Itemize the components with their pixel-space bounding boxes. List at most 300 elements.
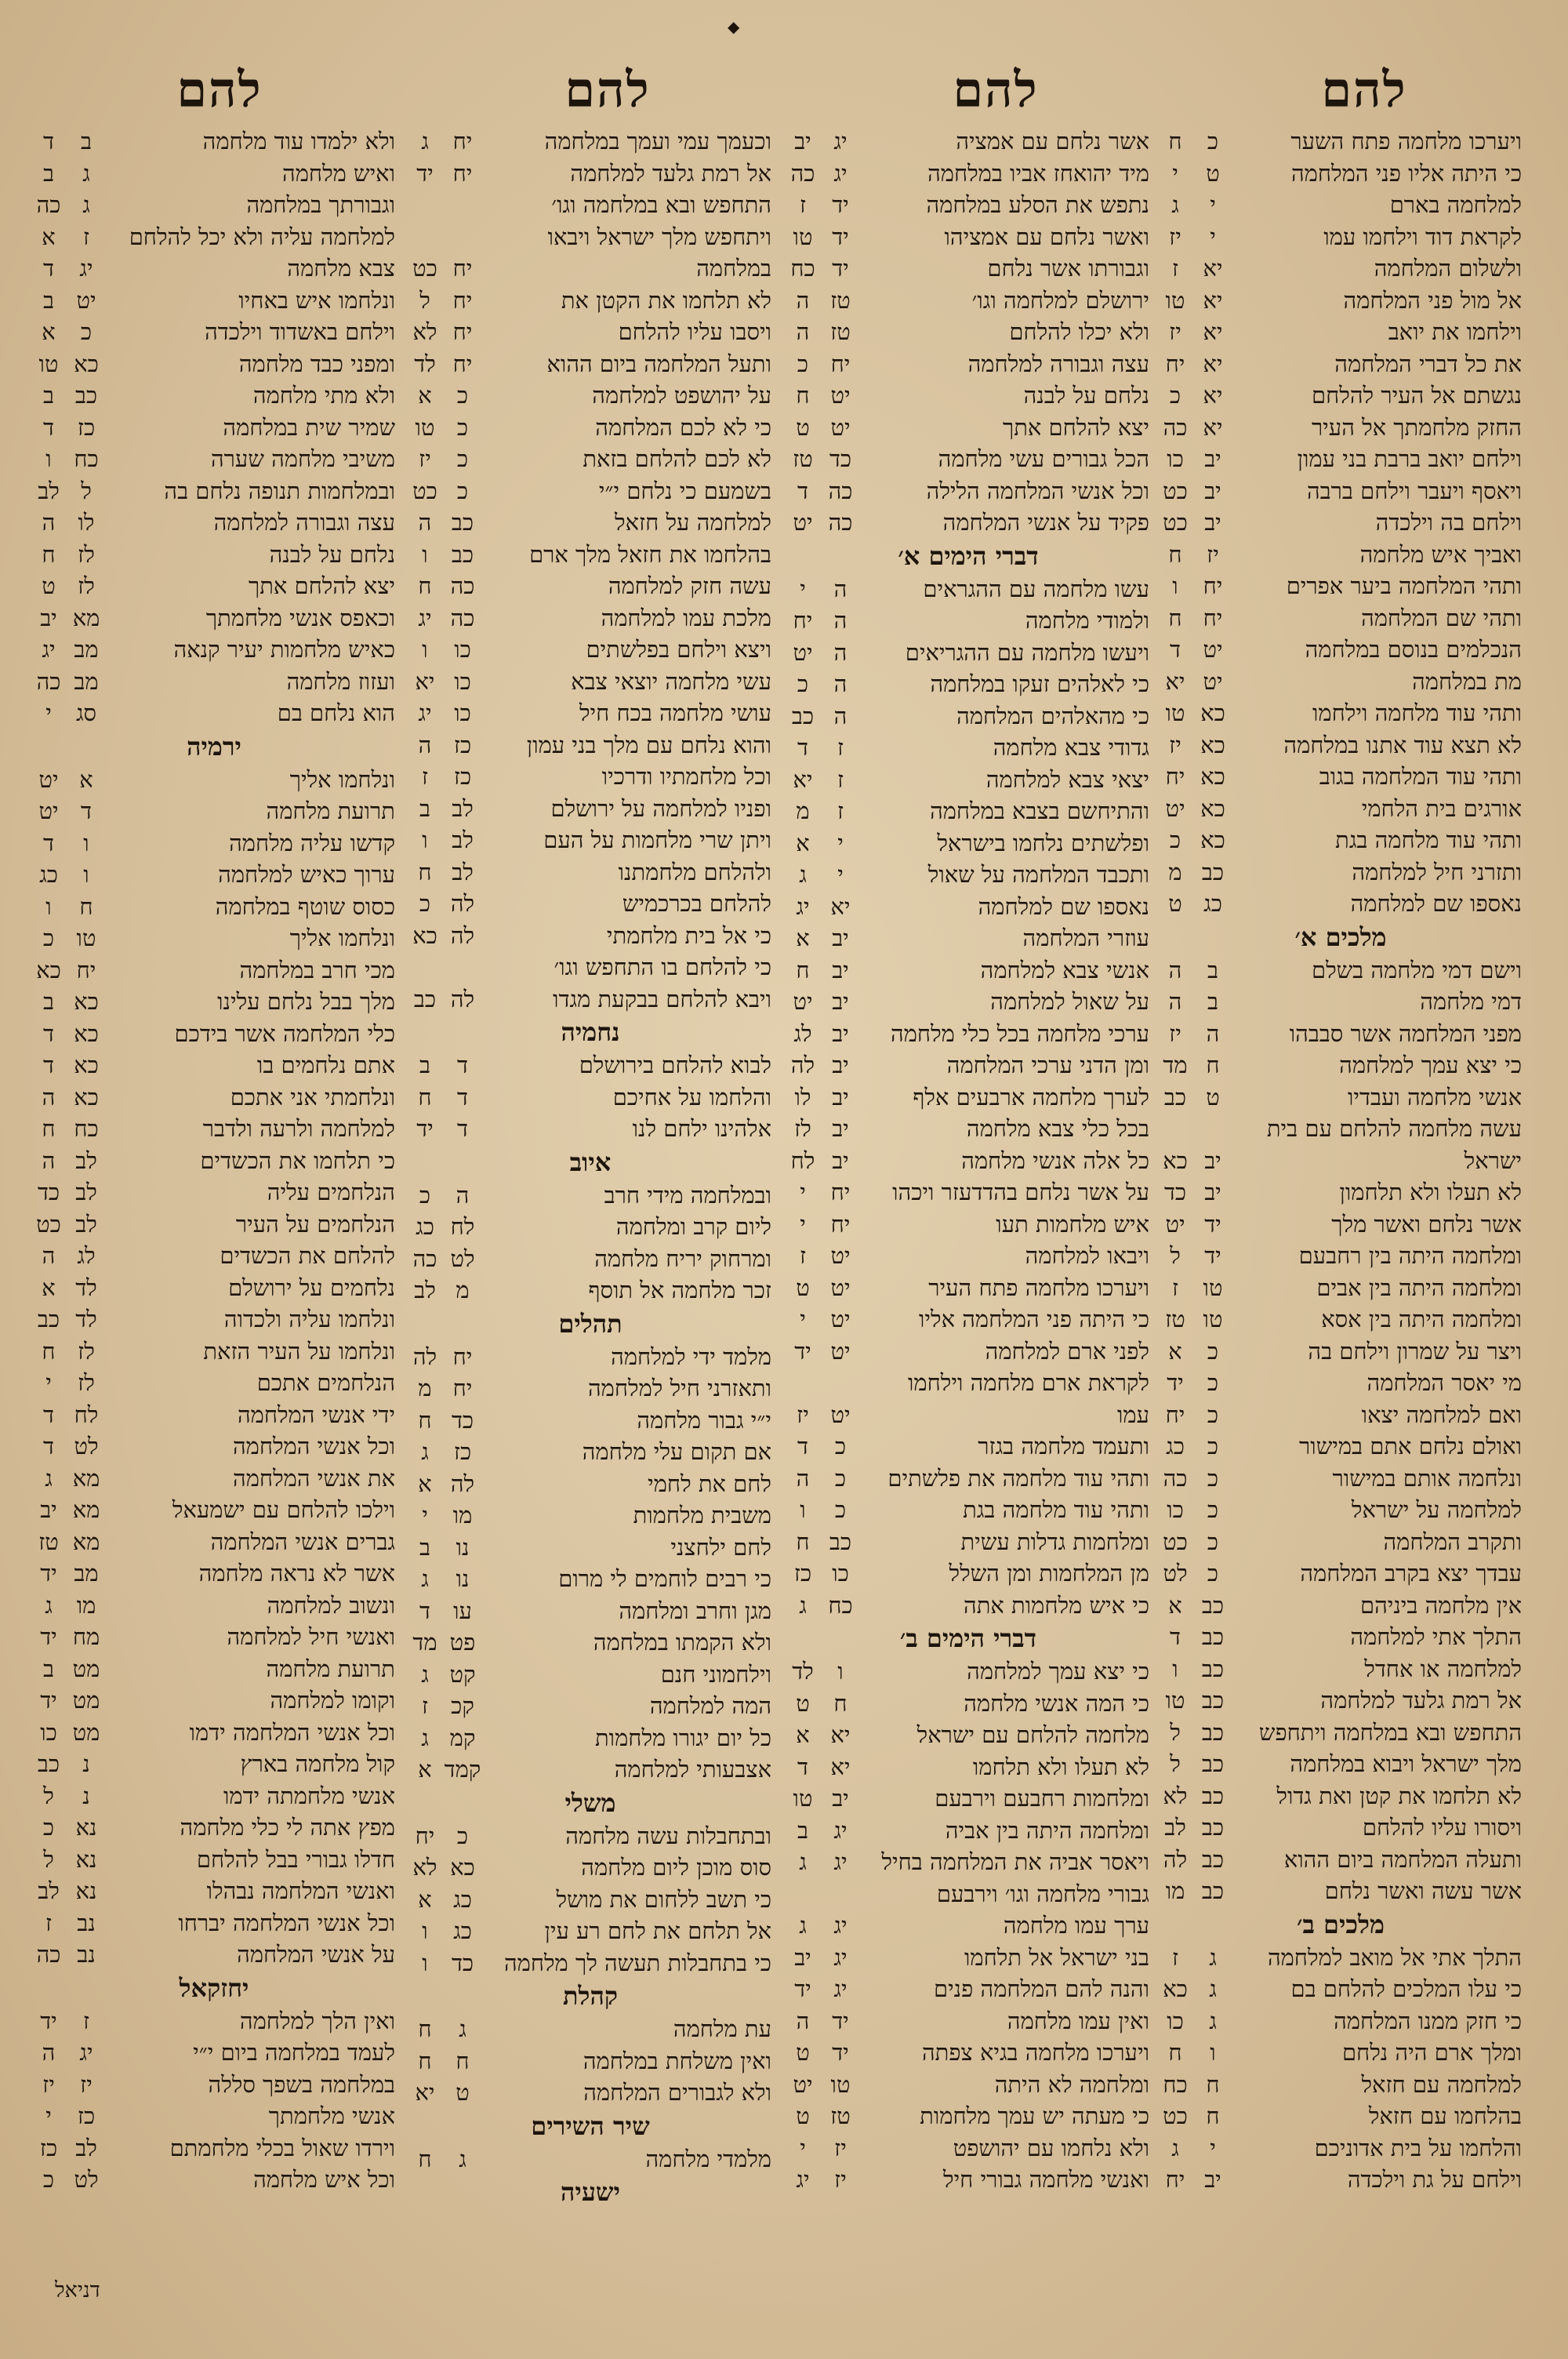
concordance-entry [784, 1272, 1152, 1304]
chapter-number: ד [81, 798, 92, 824]
concordance-entry [30, 1780, 398, 1812]
concordance-entry [1156, 1272, 1525, 1304]
concordance-entry [1156, 1240, 1525, 1272]
entry-text: אשר לא נראה מלחמה [198, 1560, 395, 1587]
chapter-number: כא [1200, 731, 1225, 758]
book-heading: מלכים ב׳ [1297, 1909, 1385, 1939]
chapter-number: ה [833, 702, 848, 729]
verse-number: יח [415, 1822, 435, 1849]
concordance-entry [406, 1627, 775, 1659]
entry-text: ואשר נלחם עם אמציהו [944, 223, 1149, 250]
verse-number: כח [790, 255, 815, 282]
entry-text: והנה להם המלחמה פנים [933, 1976, 1149, 2002]
verse-number: יז [1169, 318, 1181, 345]
entry-text: וילחם יואב ברבת בני עמון [1297, 445, 1522, 472]
entry-text: וכל אנשי המלחמה הלילה [926, 477, 1149, 504]
chapter-number: יב [832, 1052, 849, 1078]
chapter-number: י [1210, 191, 1216, 218]
verse-number: ה [1168, 988, 1182, 1015]
entry-text: כי יצא עמך למלחמה [967, 1658, 1149, 1685]
entry-text: הנלחמים אתכם [256, 1369, 395, 1396]
entry-text: וילחם באשדוד וילכדה [205, 318, 395, 345]
entry-text: כי היתה אליו פני המלחמה [1291, 159, 1522, 187]
concordance-entry [784, 1558, 1152, 1590]
verse-number: יז [1169, 223, 1181, 250]
verse-number: ב [43, 988, 54, 1015]
entry-text: כי מהאלהים המלחמה [956, 702, 1149, 729]
concordance-entry [784, 668, 1152, 700]
chapter-number: כז [77, 2103, 96, 2129]
entry-text: להלחם את הכשדים [220, 1242, 395, 1269]
verse-number: כו [1167, 445, 1184, 472]
concordance-entry [1156, 1018, 1525, 1050]
concordance-entry [784, 1526, 1152, 1558]
entry-text: הנלחמים על העיר [235, 1210, 395, 1238]
entry-text: ומן הדני ערכי המלחמה [946, 1052, 1149, 1078]
chapter-number: כח [74, 445, 99, 472]
chapter-number: לג [77, 1242, 96, 1269]
entry-text: ונלחמו אליך [289, 925, 395, 951]
chapter-number: פט [449, 1629, 476, 1656]
concordance-entry [784, 922, 1152, 954]
chapter-number: לד [75, 1306, 97, 1332]
concordance-entry [784, 1399, 1152, 1431]
chapter-number: יב [1204, 1179, 1221, 1205]
verse-number: כב [791, 702, 815, 729]
entry-text: מלמדי מלחמה [645, 2145, 771, 2172]
concordance-entry [30, 1176, 398, 1209]
entry-text: וכעמך עמי ועמך במלחמה [544, 128, 771, 154]
concordance-entry [784, 1018, 1152, 1050]
verse-number: ג [421, 1660, 429, 1688]
verse-number: ט [796, 2103, 810, 2129]
chapter-number: מ [456, 1277, 470, 1303]
concordance-entry [784, 285, 1152, 317]
chapter-number: יח [452, 159, 473, 187]
entry-text: למלחמה על ישראל [1351, 1496, 1522, 1523]
chapter-number: טו [1203, 1274, 1223, 1301]
entry-text: לחם את לחמי [648, 1470, 771, 1497]
entry-text: מלחמה להלחם עם ישראל [916, 1721, 1149, 1748]
verse-number: ז [1171, 1274, 1179, 1301]
chapter-number: יא [1203, 286, 1223, 314]
concordance-entry [406, 1852, 775, 1884]
entry-text: התחפש ובא במלחמה וגו׳ [551, 191, 771, 218]
concordance-entry [784, 2100, 1152, 2132]
concordance-entry [30, 1621, 398, 1653]
column-mid-right [784, 125, 1152, 2314]
concordance-entry [406, 443, 775, 475]
chapter-number: טז [830, 318, 851, 345]
entry-text: עבדך יצא בקרב המלחמה [1300, 1560, 1522, 1587]
entry-text: ומלחמה לא היתה [994, 2070, 1149, 2098]
verse-number: טו [793, 223, 813, 250]
verse-number: ד [43, 1401, 54, 1428]
verse-number: כד [37, 1179, 60, 1205]
verse-number: לד [414, 350, 436, 377]
verse-number: כא [36, 956, 61, 983]
concordance-entry [406, 1722, 775, 1754]
book-heading: קהלת [562, 1981, 618, 2011]
verse-number: ח [1168, 540, 1182, 568]
chapter-number: כ [1207, 1433, 1219, 1459]
verse-number: יד [416, 159, 434, 187]
verse-number: ו [422, 636, 428, 663]
chapter-number: ד [457, 1083, 468, 1110]
entry-text: ותהי שם המלחמה [1361, 604, 1522, 631]
entry-text: עצה וגבורה למלחמה [213, 509, 395, 536]
entry-text: אשר נלחם ואשר מלך [1331, 1210, 1522, 1238]
concordance-entry [30, 1685, 398, 1717]
entry-text: ויבא להלחם בבקעת מגדו [553, 985, 771, 1012]
verse-number: ב [797, 1816, 808, 1844]
concordance-entry [406, 1243, 775, 1275]
entry-text: ויעשו מלחמה עם ההגריאים [905, 638, 1149, 666]
concordance-entry [406, 570, 775, 602]
concordance-entry [406, 285, 775, 317]
verse-number: ח [418, 2145, 432, 2172]
chapter-number: ג [1209, 1976, 1217, 2002]
chapter-number: כב [1201, 1623, 1225, 1650]
chapter-number: כ [834, 1433, 847, 1459]
chapter-number: יא [1203, 350, 1223, 377]
concordance-entry [406, 253, 775, 285]
concordance-entry [30, 634, 398, 666]
entry-text: ולא מתי מלחמה [252, 382, 395, 409]
chapter-number: יב [1204, 445, 1221, 472]
concordance-entry [30, 125, 398, 158]
concordance-entry [1156, 539, 1525, 571]
concordance-entry [406, 1468, 775, 1500]
entry-text: אלהינו ילחם לנו [632, 1115, 771, 1142]
concordance-entry [406, 1180, 775, 1212]
verse-number: ה [42, 1242, 56, 1269]
entry-text: כי רבים לוחמים לי מרום [558, 1565, 771, 1592]
chapter-number: כא [74, 1052, 99, 1078]
entry-text: וילחם על גת וילכדה [1347, 2166, 1522, 2193]
concordance-entry [406, 316, 775, 348]
entry-text: יצא להלחם אתך [1002, 413, 1149, 441]
verse-number: ז [45, 1909, 53, 1936]
verse-number: ו [800, 1496, 806, 1523]
chapter-number: כג [453, 1917, 472, 1944]
concordance-entry [406, 2077, 775, 2109]
concordance-entry [1156, 1653, 1525, 1685]
entry-text: ומלחמה היתה בין אבים [1316, 1274, 1522, 1301]
entry-text: כי בתחבלות תעשה לך מלחמה [503, 1949, 771, 1976]
entry-text: פקיד על אנשי המלחמה [942, 509, 1149, 536]
entry-text: לפני ארם למלחמה [985, 1337, 1149, 1365]
concordance-entry [30, 1590, 398, 1622]
chapter-number: כה [450, 604, 475, 631]
concordance-entry [1156, 1367, 1525, 1399]
concordance-entry [1156, 316, 1525, 348]
verse-number: כה [36, 191, 61, 218]
verse-number: טז [793, 445, 813, 472]
concordance-entry [30, 1939, 398, 1971]
chapter-number: כד [829, 445, 852, 472]
chapter-number: יב [1204, 477, 1221, 504]
concordance-entry [1156, 253, 1525, 285]
entry-text: אצבעותי למלחמה [614, 1756, 771, 1783]
concordance-entry [784, 1590, 1152, 1622]
verse-number: כד [1163, 1179, 1187, 1205]
concordance-entry [1156, 2069, 1525, 2101]
verse-number: ד [797, 1753, 808, 1780]
chapter-number: י [1210, 2134, 1216, 2161]
chapter-number: יב [1204, 509, 1221, 536]
concordance-entry [30, 1240, 398, 1272]
verse-number: ז [421, 1692, 429, 1719]
entry-text: ויתחפש מלך ישראל ויבאו [547, 223, 771, 250]
entry-text: ואין הלך למלחמה [239, 2007, 395, 2034]
concordance-entry [784, 764, 1152, 796]
concordance-entry [1156, 2132, 1525, 2165]
concordance-entry [30, 443, 398, 475]
concordance-entry [30, 1272, 398, 1304]
concordance-entry [784, 827, 1152, 860]
verse-number: ג [421, 128, 429, 154]
entry-text: עוזרי המלחמה [1022, 925, 1149, 951]
chapter-number: יד [832, 223, 849, 250]
verse-number: כ [797, 671, 809, 697]
verse-number: ב [43, 286, 54, 314]
entry-text: כי תלחמו את הכשדים [200, 1147, 395, 1174]
verse-number: טו [38, 350, 59, 377]
entry-text: והתיחשם בצבא במלחמה [930, 798, 1149, 824]
concordance-entry [30, 891, 398, 923]
verse-number: כט [36, 1210, 61, 1238]
chapter-number: יד [832, 255, 849, 282]
entry-text: וכל מלחמתיו ודרכיו [601, 763, 771, 790]
entry-text: גבורי מלחמה וגו׳ וירבעם [936, 1880, 1149, 1907]
verse-number: טז [38, 1528, 59, 1555]
verse-number: ד [43, 128, 54, 154]
entry-text: דמי מלחמה [1420, 988, 1522, 1015]
verse-number: לב [38, 477, 60, 504]
chapter-number: יד [832, 2039, 849, 2066]
concordance-entry [30, 1653, 398, 1685]
verse-number: יד [794, 1976, 811, 2002]
entry-text: להלחם בכרכמיש [622, 890, 771, 917]
entry-text: ואולם נלחם אתם במישור [1299, 1433, 1522, 1459]
entry-text: בהלחמו עם חזאל [1368, 2103, 1522, 2129]
entry-text: שמיר שית במלחמה [223, 413, 395, 441]
entry-text: אל רמת גלעד למלחמה [1320, 1687, 1522, 1714]
concordance-entry [1156, 1942, 1525, 1974]
entry-text: צבא מלחמה [287, 255, 395, 282]
verse-number: לג [793, 1020, 812, 1047]
verse-number: יא [1165, 667, 1185, 695]
concordance-entry [30, 1558, 398, 1590]
concordance-entry [1156, 1336, 1525, 1368]
page-mark: ◆ [728, 17, 740, 36]
verse-number: י [800, 2134, 806, 2161]
entry-text: ומפני כבד מלחמה [238, 350, 395, 377]
entry-text: התלך אתי אל מואב למלחמה [1267, 1943, 1522, 1971]
book-heading: נחמיה [561, 1017, 620, 1047]
chapter-number: יא [830, 892, 851, 920]
chapter-number: כב [1201, 1718, 1225, 1746]
chapter-number: ה [1206, 1020, 1220, 1047]
verse-number: כט [1163, 477, 1188, 504]
chapter-number: כב [1201, 1687, 1225, 1714]
chapter-number: כג [453, 1885, 472, 1913]
chapter-number: יג [833, 1816, 848, 1844]
chapter-number: כב [451, 540, 474, 568]
concordance-entry [30, 475, 398, 507]
verse-number: כב [413, 985, 437, 1012]
chapter-number: י [837, 861, 844, 888]
entry-text: מלך בבל נלחם עלינו [217, 988, 395, 1015]
concordance-entry [30, 859, 398, 891]
entry-text: ומלחמה היתה בין רחבעם [1298, 1242, 1522, 1269]
chapter-number: לה [450, 1470, 475, 1497]
verse-number: ל [419, 286, 430, 314]
concordance-entry [1156, 1812, 1525, 1844]
chapter-number: כ [456, 445, 469, 472]
chapter-number: יא [1203, 382, 1223, 409]
verse-number: א [796, 1721, 810, 1748]
verse-number: לז [794, 1115, 811, 1142]
verse-number: טו [1165, 286, 1185, 314]
verse-number: כט [412, 255, 437, 282]
entry-text: ויערכו מלחמה פתח השער [1290, 128, 1522, 154]
verse-number: ט [796, 413, 810, 441]
entry-text: הנכלמים בנוסם במלחמה [1305, 636, 1522, 663]
chapter-number: קמ [449, 1724, 476, 1751]
concordance-entry [784, 1209, 1152, 1241]
concordance-entry [784, 158, 1152, 190]
concordance-entry [406, 158, 775, 190]
chapter-number: כז [453, 1438, 472, 1465]
chapter-number: יח [76, 956, 96, 983]
entry-text: יצא להלחם אתך [248, 572, 395, 599]
verse-number: לח [790, 1147, 815, 1174]
verse-number: יט [1165, 794, 1185, 822]
chapter-number: לט [74, 2166, 99, 2193]
chapter-number: כב [451, 509, 474, 536]
concordance-entry [1156, 221, 1525, 253]
entry-text: ותקרב המלחמה [1383, 1528, 1522, 1555]
entry-text: ותהי עוד מלחמה בגת [1335, 827, 1522, 853]
chapter-number: מב [74, 667, 99, 695]
concordance-entry [406, 888, 775, 920]
entry-text: נאספו שם למלחמה [1350, 890, 1522, 917]
entry-text: ונלחמו על העיר הזאת [203, 1337, 395, 1365]
entry-text: ואביך איש מלחמה [1359, 540, 1522, 568]
verse-number: ח [796, 382, 810, 409]
concordance-entry [30, 1463, 398, 1495]
concordance-entry [30, 1717, 398, 1749]
verse-number: יט [793, 638, 813, 666]
chapter-number: מח [72, 1623, 100, 1650]
entry-text: וכל אנשי המלחמה יברחו [178, 1909, 395, 1936]
concordance-entry [30, 507, 398, 539]
verse-number: טו [793, 1785, 813, 1812]
verse-number: ג [421, 1438, 429, 1465]
concordance-entry [30, 1145, 398, 1177]
entry-text: על אשר נלחם בהדדעזר ויכהו [892, 1179, 1149, 1205]
chapter-number: כ [1207, 1401, 1219, 1428]
verse-number: ה [42, 1083, 56, 1110]
verse-number: ו [422, 540, 428, 568]
entry-text: כי להלחם בו התחפש וגו׳ [554, 954, 771, 980]
verse-number: א [42, 223, 56, 250]
verse-number: יד [794, 1337, 811, 1365]
entry-text: ונלחמתי אני אתכם [230, 1083, 395, 1110]
chapter-number: ח [833, 1689, 848, 1717]
chapter-number: יב [832, 1020, 849, 1047]
verse-number: ד [43, 413, 54, 441]
chapter-number: יט [830, 382, 851, 409]
chapter-number: יח [452, 1375, 473, 1401]
entry-text: לא תצא עוד אתנו במלחמה [1283, 731, 1522, 758]
verse-number: ג [799, 1912, 807, 1939]
entry-text: אנשי מלחמתה ידמו [223, 1782, 395, 1809]
concordance-entry [1156, 475, 1525, 507]
concordance-entry [30, 986, 398, 1018]
verse-number: יא [793, 765, 813, 793]
chapter-number: יג [833, 128, 848, 154]
chapter-number: י [837, 829, 844, 856]
concordance-entry [1156, 666, 1525, 698]
entry-text: ערכי מלחמה בכל כלי מלחמה [891, 1020, 1149, 1047]
verse-number: כג [1166, 1433, 1185, 1459]
concordance-entry [30, 1526, 398, 1558]
verse-number: כג [39, 861, 58, 888]
entry-text: יצאי צבא למלחמה [985, 765, 1149, 793]
concordance-entry [406, 793, 775, 825]
verse-number: א [418, 382, 432, 409]
entry-text: ומלחמה היתה בין אסא [1321, 1306, 1522, 1332]
verse-number: יד [40, 2007, 57, 2034]
chapter-number: נב [77, 1909, 96, 1936]
entry-text: וילחמו את יואב [1388, 318, 1522, 345]
verse-number: א [418, 1756, 432, 1783]
entry-text: למלחמה בארם [1389, 191, 1522, 218]
verse-number: ל [1170, 1718, 1181, 1746]
chapter-number: לז [78, 1369, 95, 1396]
concordance-entry [784, 891, 1152, 923]
chapter-number: כ [1207, 1496, 1219, 1523]
entry-text: אנשי צבא למלחמה [980, 956, 1149, 983]
concordance-entry [784, 732, 1152, 764]
chapter-number: כ [80, 318, 93, 345]
concordance-entry [784, 1303, 1152, 1336]
chapter-number: ד [457, 1052, 468, 1078]
verse-number: כ [419, 890, 431, 917]
verse-number: י [422, 1502, 428, 1528]
verse-number: ה [796, 2007, 810, 2034]
chapter-number: ב [81, 128, 92, 154]
entry-text: אנשי מלחמה ועבדיו [1348, 1083, 1522, 1110]
entry-text: אין מלחמה ביניהם [1359, 1591, 1522, 1619]
entry-text: ויערכו מלחמה פתח העיר [928, 1274, 1149, 1301]
verse-number: ב [419, 1533, 430, 1561]
entry-text: הנלחמים עליה [267, 1179, 395, 1205]
chapter-number: י [1210, 223, 1216, 250]
chapter-number: מו [452, 1502, 473, 1528]
entry-text: כי חזק ממנו המלחמה [1334, 2007, 1522, 2034]
concordance-entry [30, 1875, 398, 1907]
chapter-number: יב [1204, 1147, 1221, 1174]
concordance-entry [1156, 1463, 1525, 1495]
concordance-entry [406, 348, 775, 380]
concordance-entry [784, 1113, 1152, 1145]
concordance-entry [30, 795, 398, 827]
concordance-entry [30, 1844, 398, 1876]
